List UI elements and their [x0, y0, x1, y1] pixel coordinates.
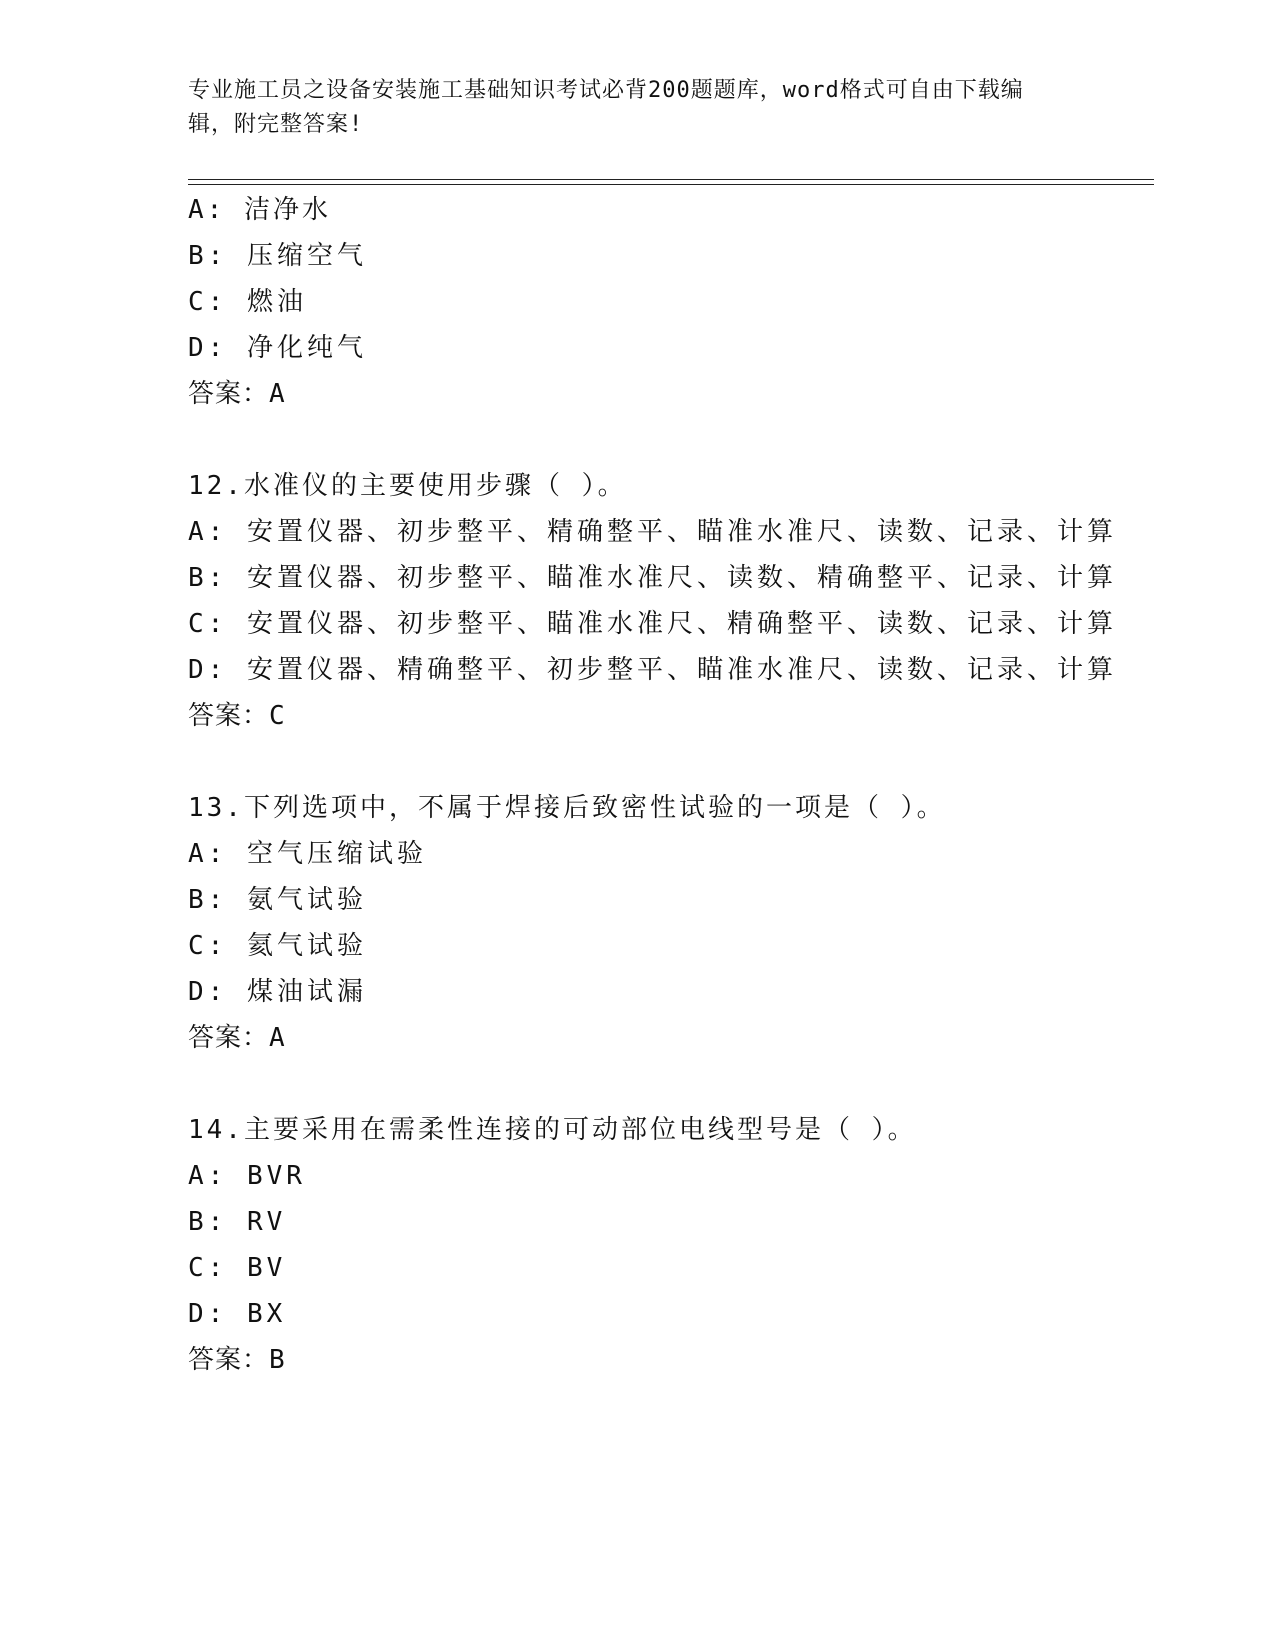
answer-label: 答案： — [188, 1345, 270, 1375]
answer-value: C — [269, 701, 285, 731]
option-c: C: BV — [188, 1253, 287, 1283]
document-title: 专业施工员之设备安装施工基础知识考试必背200题题库，word格式可自由下载编辑，附完整答案! — [188, 78, 1024, 137]
answer-value: A — [269, 379, 285, 409]
option-b: B: 氨气试验 — [188, 885, 367, 915]
answer-line — [188, 693, 1154, 739]
option-d: D: 安置仪器、精确整平、初步整平、瞄准水准尺、读数、记录、计算 — [188, 655, 1117, 685]
option-d: D: 煤油试漏 — [188, 977, 367, 1007]
answer-line — [188, 1015, 1154, 1061]
header-divider-bottom — [188, 184, 1154, 185]
document-header — [188, 74, 1068, 142]
question-11-remainder — [188, 187, 1154, 417]
option-b: B: 安置仪器、初步整平、瞄准水准尺、读数、精确整平、记录、计算 — [188, 563, 1117, 593]
answer-label: 答案： — [188, 701, 270, 731]
answer-line — [188, 371, 1154, 417]
question-13 — [188, 785, 1154, 1061]
spacer — [188, 417, 1154, 463]
option-b: B: 压缩空气 — [188, 241, 367, 271]
answer-label: 答案： — [188, 379, 270, 409]
question-stem: 13.下列选项中，不属于焊接后致密性试验的一项是（ ）。 — [188, 793, 946, 823]
question-list — [188, 187, 1154, 1383]
option-c: C: 燃油 — [188, 287, 307, 317]
header-divider-top — [188, 179, 1154, 180]
option-a: A: 安置仪器、初步整平、精确整平、瞄准水准尺、读数、记录、计算 — [188, 517, 1117, 547]
option-a: A: 洁净水 — [188, 195, 331, 225]
spacer — [188, 1061, 1154, 1107]
option-a: A: BVR — [188, 1161, 306, 1191]
question-14 — [188, 1107, 1154, 1383]
question-12 — [188, 463, 1154, 739]
question-stem: 12.水准仪的主要使用步骤（ ）。 — [188, 471, 627, 501]
option-c: C: 安置仪器、初步整平、瞄准水准尺、精确整平、读数、记录、计算 — [188, 609, 1117, 639]
option-d: D: 净化纯气 — [188, 333, 367, 363]
question-stem: 14.主要采用在需柔性连接的可动部位电线型号是（ ）。 — [188, 1115, 917, 1145]
option-c: C: 氦气试验 — [188, 931, 367, 961]
answer-value: A — [269, 1023, 285, 1053]
option-a: A: 空气压缩试验 — [188, 839, 427, 869]
option-b: B: RV — [188, 1207, 287, 1237]
answer-line — [188, 1337, 1154, 1383]
answer-label: 答案： — [188, 1023, 270, 1053]
answer-value: B — [269, 1345, 285, 1375]
option-d: D: BX — [188, 1299, 287, 1329]
spacer — [188, 739, 1154, 785]
